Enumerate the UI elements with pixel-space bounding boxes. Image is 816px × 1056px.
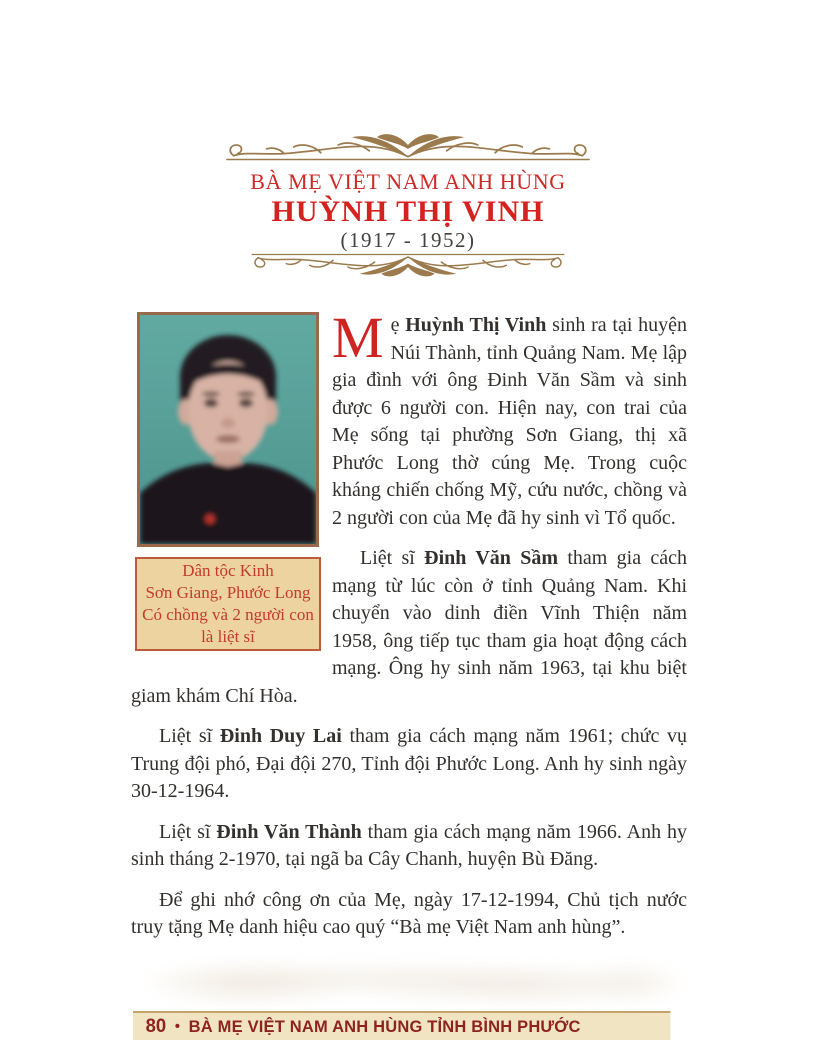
portrait-illustration: [140, 315, 316, 544]
caption-line: Sơn Giang, Phước Long: [145, 583, 311, 602]
flourish-ornament-bottom: [242, 252, 574, 282]
paragraph-honor: Để ghi nhớ công ơn của Mẹ, ngày 17-12-1994, Chủ tịch nước truy tặng Mẹ danh hiệu cao quý “Bà mẹ Việt Nam anh hùng”.: [131, 888, 687, 938]
series-title: BÀ MẸ VIỆT NAM ANH HÙNG: [250, 169, 566, 194]
drop-cap: M: [332, 305, 384, 370]
caption-line: Dân tộc Kinh: [182, 561, 274, 580]
caption-line: là liệt sĩ: [201, 627, 255, 646]
photo-caption: [135, 557, 321, 651]
paragraph-martyr-dinh-van-thanh: Liệt sĩ Đinh Văn Thành tham gia cách mạng năm 1966. Anh hy sinh tháng 2-1970, tại ngã ba Cây Chanh, huyện Bù Đăng.: [131, 820, 687, 870]
paragraph-martyr-dinh-duy-lai: Liệt sĩ Đinh Duy Lai tham gia cách mạng năm 1961; chức vụ Trung đội phó, Đại đội 270, Tỉnh đội Phước Long. Anh hy sinh ngày 30-12-1964.: [131, 725, 688, 802]
photo-block: [131, 312, 323, 651]
footer-band: [133, 1011, 670, 1040]
life-years: (1917 - 1952): [340, 228, 476, 252]
page-number: 80: [145, 1015, 167, 1037]
paragraph-martyr-dinh-van-sam: Liệt sĩ Đinh Văn Sầm tham gia cách mạng từ lúc còn ở tỉnh Quảng Nam. Khi chuyển vào dinh điền Vĩnh Thiện năm 1958, ông tiếp tục tham gia hoạt động cách mạng. Ông hy sinh năm 1963, tại khu biệt giam khám Chí Hòa.: [131, 547, 688, 707]
print-bleed-ghost: [138, 960, 686, 1008]
footer-book-title: BÀ MẸ VIỆT NAM ANH HÙNG TỈNH BÌNH PHƯỚC: [188, 1016, 581, 1036]
mother-portrait-photo: [137, 312, 319, 547]
paragraph-intro: Mẹ Huỳnh Thị Vinh sinh ra tại huyện Núi Thành, tỉnh Quảng Nam. Mẹ lập gia đình với ông Đinh Văn Sầm và sinh được 6 người con. Hiện nay, con trai của Mẹ sống tại phường Sơn Giang, thị xã Phước Long thờ cúng Mẹ. Trong cuộc kháng chiến chống Mỹ, cứu nước, chồng và 2 người con của Mẹ đã hy sinh vì Tổ quốc.: [332, 305, 687, 529]
flourish-ornament-top: [224, 126, 592, 164]
body-text: [131, 305, 688, 942]
footer-bullet: •: [174, 1018, 180, 1035]
mother-name-title: HUỲNH THỊ VINH: [271, 195, 545, 228]
caption-line: Có chồng và 2 người con: [142, 605, 314, 624]
